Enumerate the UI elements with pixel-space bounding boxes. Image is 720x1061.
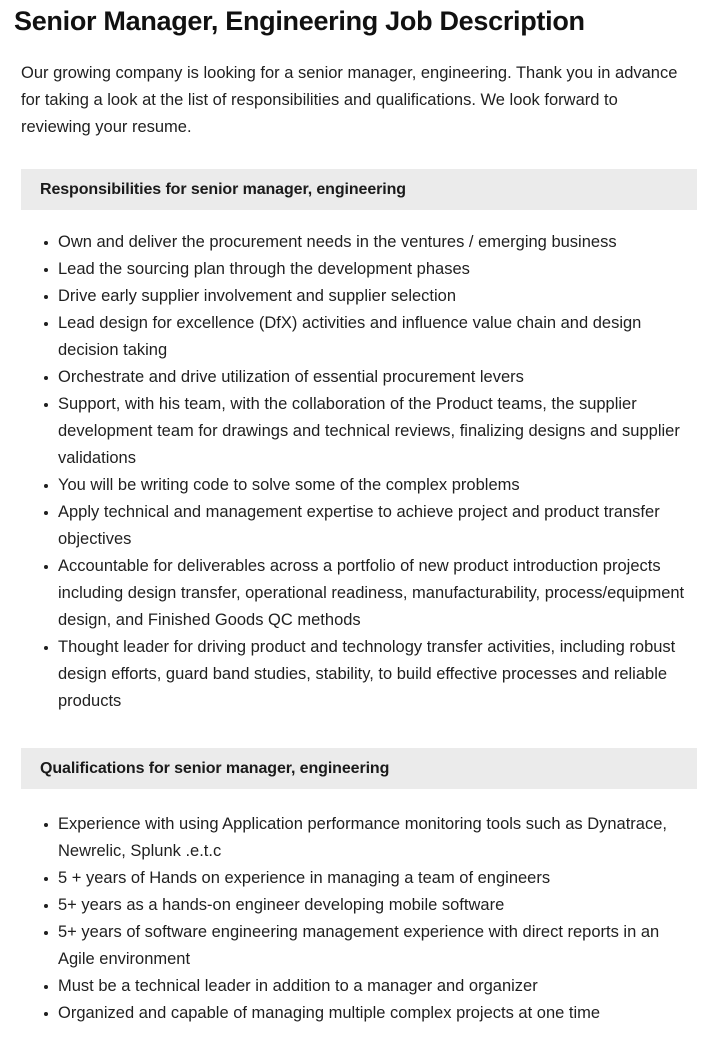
qualifications-list [0, 789, 720, 1027]
list-item: Must be a technical leader in addition to a manager and organizer [0, 973, 720, 1000]
list-item: Orchestrate and drive utilization of essential procurement levers [0, 364, 720, 391]
section-header-responsibilities: Responsibilities for senior manager, engineering [21, 169, 697, 210]
section-header-qualifications: Qualifications for senior manager, engineering [21, 748, 697, 789]
responsibilities-list [0, 210, 720, 715]
list-item: Own and deliver the procurement needs in the ventures / emerging business [0, 229, 720, 256]
list-item: 5 + years of Hands on experience in managing a team of engineers [0, 865, 720, 892]
section-responsibilities [0, 169, 720, 715]
list-item: You will be writing code to solve some of the complex problems [0, 472, 720, 499]
list-item: Lead design for excellence (DfX) activities and influence value chain and design decision taking [0, 310, 720, 364]
list-item: Apply technical and management expertise to achieve project and product transfer objectives [0, 499, 720, 553]
list-item: 5+ years of software engineering management experience with direct reports in an Agile environment [0, 919, 720, 973]
list-item: Drive early supplier involvement and supplier selection [0, 283, 720, 310]
bottom-spacer [0, 1027, 720, 1061]
list-item: Organized and capable of managing multiple complex projects at one time [0, 1000, 720, 1027]
intro-paragraph: Our growing company is looking for a senior manager, engineering. Thank you in advance for taking a look at the list of responsibilities and qualifications. We look forward to reviewing your resume. [21, 64, 678, 136]
list-item: Support, with his team, with the collaboration of the Product teams, the supplier development team for drawings and technical reviews, finalizing designs and supplier validations [0, 391, 720, 472]
list-item: Lead the sourcing plan through the development phases [0, 256, 720, 283]
list-item: Thought leader for driving product and technology transfer activities, including robust design efforts, guard band studies, stability, to build effective processes and reliable products [0, 634, 720, 715]
page-title: Senior Manager, Engineering Job Description [14, 6, 585, 36]
list-item: Accountable for deliverables across a portfolio of new product introduction projects including design transfer, operational readiness, manufacturability, process/equipment design, and Finished Goods QC methods [0, 553, 720, 634]
list-item: 5+ years as a hands-on engineer developing mobile software [0, 892, 720, 919]
list-item: Experience with using Application performance monitoring tools such as Dynatrace, Newrelic, Splunk .e.t.c [0, 811, 720, 865]
section-qualifications [0, 748, 720, 1027]
